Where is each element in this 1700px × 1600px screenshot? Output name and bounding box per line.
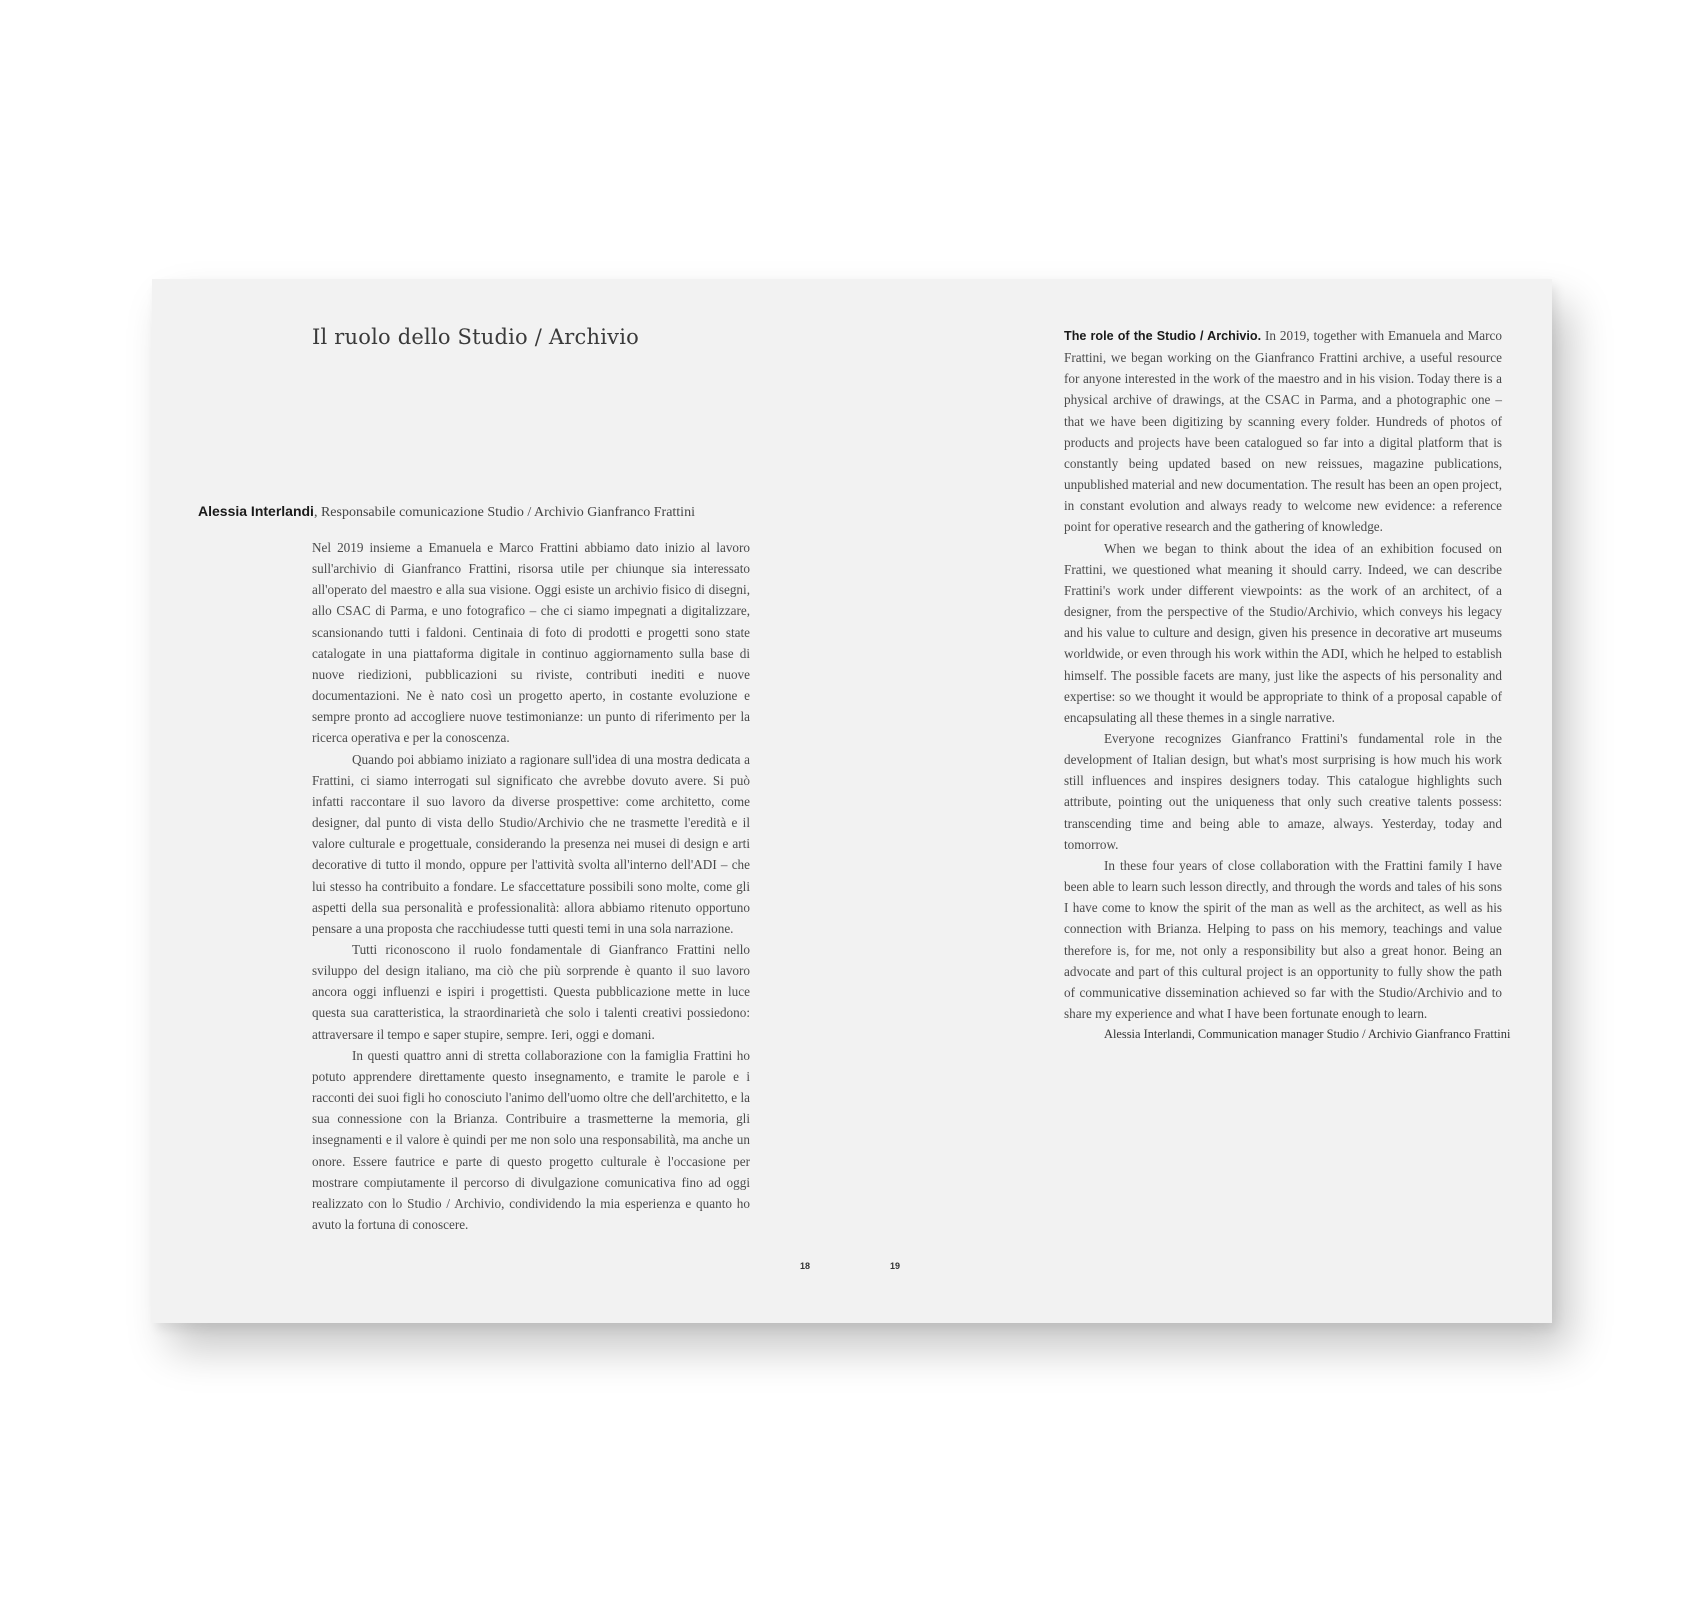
author-role: , Responsabile comunicazione Studio / Archivio Gianfranco Frattini [313, 505, 695, 520]
page-title: Il ruolo dello Studio / Archivio [312, 325, 639, 349]
italian-body-text [312, 537, 750, 1235]
run-in-title: The role of the Studio / Archivio. [1064, 329, 1262, 343]
page-number-right: 19 [890, 1261, 901, 1271]
english-body-text [1064, 325, 1511, 1045]
body-paragraph: Tutti riconoscono il ruolo fondamentale di Gianfranco Frattini nello sviluppo del design italiano, ma ciò che più sorprende è quanto il suo lavoro ancora oggi influenzi e ispiri i progettisti. Questa pubblicazione mette in luce questa sua caratteristica, la straordinarietà che solo i talenti creativi possiedono: attraversare il tempo e saper stupire, sempre. Ieri, oggi e domani. [312, 941, 750, 1042]
author-byline [198, 503, 695, 521]
book-spread [152, 279, 1552, 1323]
body-paragraph: When we began to think about the idea of an exhibition focused on Frattini, we questioned what meaning it should carry. Indeed, we can describe Frattini's work under different viewpoints: as the work of an architect, of a designer, from the perspective of the Studio/Archivio, which conveys his legacy and his value to culture and design, given his presence in decorative art museums worldwide, or even through his work within the ADI, which he helped to establish himself. The possible facets are many, just like the aspects of his personality and expertise: so we thought it would be appropriate to think of a proposal capable of encapsulating all these themes in a single narrative. [1064, 540, 1502, 725]
body-paragraph: Everyone recognizes Gianfranco Frattini's fundamental role in the development of Italian design, but what's most surprising is how much his work still influences and inspires designers today. This catalogue highlights such attribute, pointing out the uniqueness that only such creative talents possess: transcending time and being able to amaze, always. Yesterday, today and tomorrow. [1064, 730, 1502, 852]
body-paragraph: In these four years of close collaboration with the Frattini family I have been able to learn such lesson directly, and through the words and tales of his sons I have come to know the spirit of the man as well as the architect, as well as his connection with Brianza. Helping to pass on his memory, teachings and value therefore is, for me, not only a responsibility but also a great honor. Being an advocate and part of this cultural project is an opportunity to fully show the path of communicative dissemination achieved so far with the Studio/Archivio and to share my experience and what I have been fortunate enough to learn. [1064, 857, 1502, 1021]
author-signature: Alessia Interlandi, Communication manager Studio / Archivio Gianfranco Frattini [1104, 1027, 1511, 1042]
first-paragraph-text: In 2019, together with Emanuela and Marco Frattini, we began working on the Gianfranco Frattini archive, a useful resource for anyone interested in the work of the maestro and in his vision. Today there is a physical archive of drawings, at the CSAC in Parma, and a photographic one – that we have been digitizing by scanning every folder. Hundreds of photos of products and projects have been catalogued so far into a digital platform that is constantly being updated based on new reissues, magazine publications, unpublished material and new documentation. The result has been an open project, in constant evolution and always ready to welcome new evidence: a reference point for operative research and the gathering of knowledge. [1064, 328, 1502, 535]
author-name: Alessia Interlandi [198, 503, 314, 519]
body-paragraph: In questi quattro anni di stretta collaborazione con la famiglia Frattini ho potuto apprendere direttamente questo insegnamento, e tramite le parole e i racconti dei suoi figli ho conosciuto l'animo dell'uomo oltre che dell'architetto, e la sua connessione con la Brianza. Contribuire a trasmetterne la memoria, gli insegnamenti e il valore è quindi per me non solo una responsabilità, ma anche un onore. Essere fautrice e parte di questo progetto culturale è l'occasione per mostrare compiutamente il percorso di divulgazione comunicativa fino ad oggi realizzato con lo Studio / Archivio, condividendo la mia esperienza e quanto ho avuto la fortuna di conoscere. [312, 1047, 750, 1232]
body-paragraph: Nel 2019 insieme a Emanuela e Marco Frattini abbiamo dato inizio al lavoro sull'archivio di Gianfranco Frattini, risorsa utile per chiunque sia interessato all'operato del maestro e alla sua visione. Oggi esiste un archivio fisico di disegni, allo CSAC di Parma, e uno fotografico – che ci siamo impegnati a digitalizzare, scansionando tutti i faldoni. Centinaia di foto di prodotti e progetti sono state catalogate in una piattaforma digitale in continuo aggiornamento sulla base di nuove riedizioni, pubblicazioni su riviste, contributi inediti e nuove documentazioni. Ne è nato così un progetto aperto, in costante evoluzione e sempre pronto ad accogliere nuove testimonianze: un punto di riferimento per la ricerca operativa e per la conoscenza. [312, 540, 750, 746]
body-paragraph: Quando poi abbiamo iniziato a ragionare sull'idea di una mostra dedicata a Frattini, ci siamo interrogati sul significato che avrebbe dovuto avere. Si può infatti raccontare il suo lavoro da diverse prospettive: come architetto, come designer, dal punto di vista dello Studio/Archivio che ne trasmette l'eredità e il valore culturale e progettuale, considerando la presenza nei musei di design e arti decorative di tutto il mondo, oppure per l'attività svolta all'interno dell'ADI – che lui stesso ha contribuito a fondare. Le sfaccettature possibili sono molte, come gli aspetti della sua personalità e professionalità: allora abbiamo ritenuto opportuno pensare a una proposta che racchiudesse tutti questi temi in una sola narrazione. [312, 751, 750, 936]
body-paragraph [1064, 325, 1502, 538]
page-number-left: 18 [800, 1261, 811, 1271]
